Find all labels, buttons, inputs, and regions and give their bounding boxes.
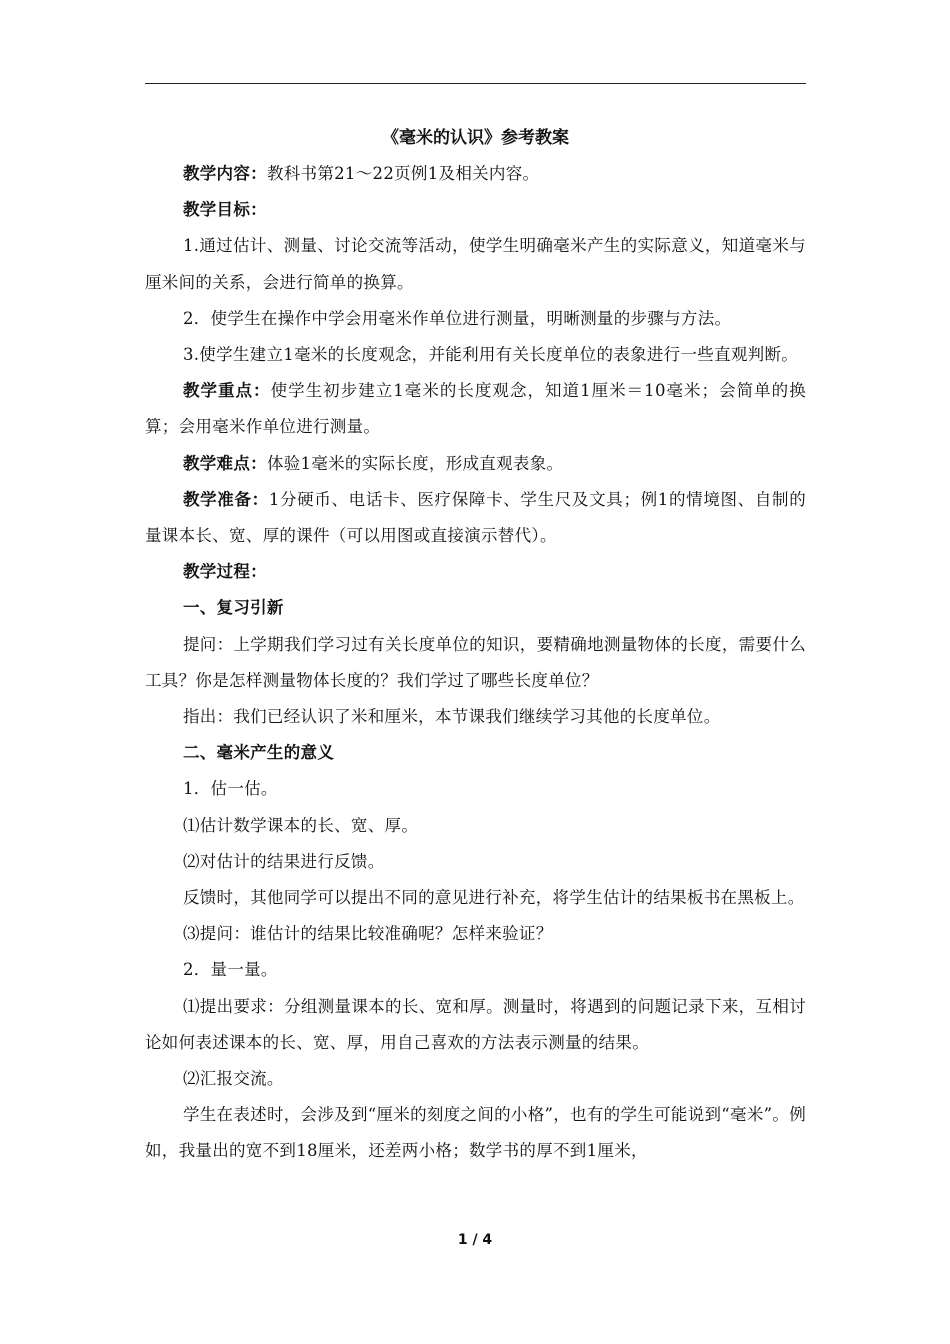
teaching-preparation [145, 482, 806, 554]
teaching-difficulties [145, 446, 806, 482]
section-1-point: 指出：我们已经认识了米和厘米，本节课我们继续学习其他的长度单位。 [182, 707, 721, 727]
section-2-item-2b: ⑵汇报交流。 [182, 1069, 284, 1089]
section-2-report: 学生在表述时，会涉及到“厘米的刻度之间的小格”，也有的学生可能说到“毫米”。例如，我量出的宽不到18厘米，还差两小格；数学书的厚不到1厘米， [145, 1105, 806, 1161]
key-points-text: 使学生初步建立1毫米的长度观念，知道1厘米＝10毫米；会简单的换算；会用毫米作单位进行测量。 [145, 381, 806, 437]
teaching-content-label: 教学内容： [182, 164, 267, 183]
difficulties-text: 体验1毫米的实际长度，形成直观表象。 [266, 453, 564, 473]
section-2-item-1a: ⑴估计数学课本的长、宽、厚。 [182, 815, 419, 835]
preparation-label: 教学准备： [182, 489, 269, 509]
document-title: 《毫米的认识》参考教案 [382, 128, 569, 148]
teaching-content-text: 教科书第21～22页例1及相关内容。 [266, 164, 540, 183]
teaching-key-points [145, 373, 806, 445]
teaching-goals-heading: 教学目标： [182, 200, 267, 220]
preparation-text: 1分硬币、电话卡、医疗保障卡、学生尺及文具；例1的情境图、自制的量课本长、宽、厚的课件（可以用图或直接演示替代）。 [145, 489, 806, 546]
teaching-process-heading: 教学过程： [182, 562, 267, 582]
difficulties-label: 教学难点： [182, 453, 267, 473]
key-points-label: 教学重点： [182, 381, 271, 401]
goal-2: 2．使学生在操作中学会用毫米作单位进行测量，明晰测量的步骤与方法。 [182, 308, 732, 328]
section-1-heading: 一、复习引新 [182, 598, 284, 618]
section-2-item-1c: ⑶提问：谁估计的结果比较准确呢？怎样来验证？ [182, 924, 553, 944]
section-2-item-1: 1．估一估。 [182, 779, 278, 799]
section-2-heading: 二、毫米产生的意义 [182, 743, 335, 763]
goal-1: 1.通过估计、测量、讨论交流等活动，使学生明确毫米产生的实际意义，知道毫米与厘米间的关系，会进行简单的换算。 [145, 236, 806, 292]
section-2-item-2: 2．量一量。 [182, 960, 278, 980]
header-rule [145, 83, 806, 84]
goal-3: 3.使学生建立1毫米的长度观念，并能利用有关长度单位的表象进行一些直观判断。 [182, 345, 799, 365]
section-2-feedback: 反馈时，其他同学可以提出不同的意见进行补充，将学生估计的结果板书在黑板上。 [182, 888, 805, 908]
page-number: 1 / 4 [457, 1232, 493, 1248]
section-1-question: 提问：上学期我们学习过有关长度单位的知识，要精确地测量物体的长度，需要什么工具？你是怎样测量物体长度的？我们学过了哪些长度单位？ [145, 634, 806, 690]
section-2-item-1b: ⑵对估计的结果进行反馈。 [182, 851, 385, 871]
document-body [145, 120, 806, 1170]
section-2-item-2a: ⑴提出要求：分组测量课本的长、宽和厚。测量时，将遇到的问题记录下来，互相讨论如何表述课本的长、宽、厚，用自己喜欢的方法表示测量的结果。 [145, 996, 806, 1052]
teaching-content [145, 156, 806, 192]
